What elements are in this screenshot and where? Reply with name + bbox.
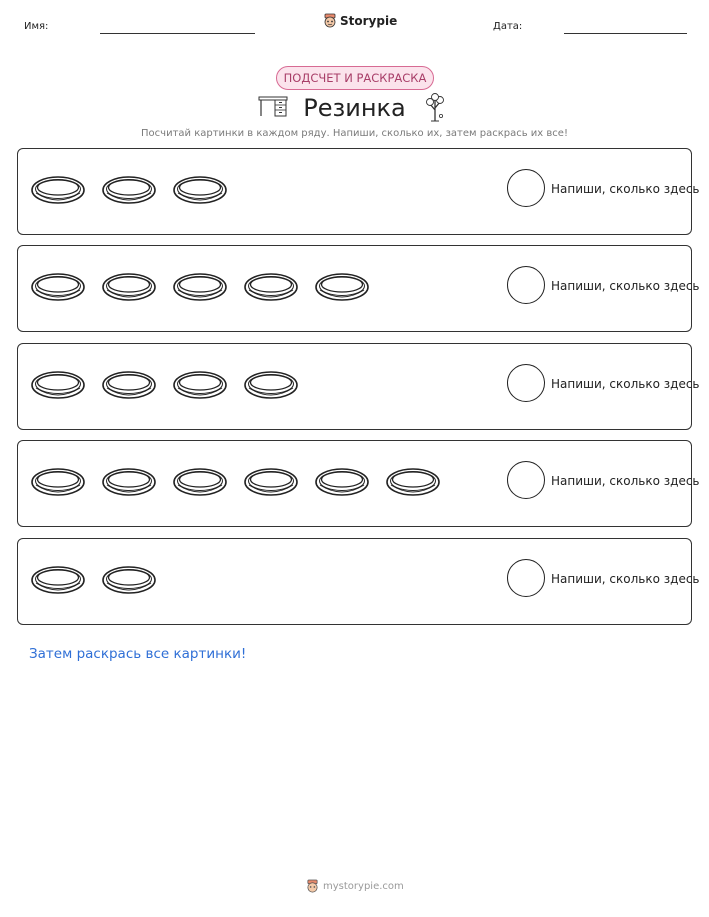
storypie-logo bbox=[323, 13, 397, 29]
answer-circle[interactable] bbox=[507, 266, 545, 304]
counting-row bbox=[17, 148, 700, 235]
rubber-band-icon[interactable] bbox=[243, 268, 299, 308]
rubber-band-icon[interactable] bbox=[243, 463, 299, 503]
counting-row bbox=[17, 343, 700, 430]
rubber-band-icon[interactable] bbox=[101, 366, 157, 406]
tree-icon bbox=[423, 92, 447, 122]
rubber-band-icon[interactable] bbox=[30, 366, 86, 406]
name-line[interactable] bbox=[100, 33, 255, 34]
rubber-band-icon[interactable] bbox=[385, 463, 441, 503]
answer-circle[interactable] bbox=[507, 364, 545, 402]
counting-row bbox=[17, 538, 700, 625]
storypie-mascot-icon bbox=[306, 879, 319, 894]
footer-site: mystorypie.com bbox=[323, 881, 404, 892]
rubber-band-icon[interactable] bbox=[314, 463, 370, 503]
logo-text: Storypie bbox=[340, 14, 398, 28]
rubber-band-icon[interactable] bbox=[172, 268, 228, 308]
footer-note: Затем раскрась все картинки! bbox=[29, 646, 247, 662]
rubber-band-icon[interactable] bbox=[172, 171, 228, 211]
name-label: Имя: bbox=[24, 21, 49, 32]
rubber-band-icon[interactable] bbox=[101, 561, 157, 601]
rubber-band-icon[interactable] bbox=[30, 268, 86, 308]
date-label: Дата: bbox=[493, 21, 523, 32]
storypie-mascot-icon bbox=[323, 13, 337, 29]
answer-circle[interactable] bbox=[507, 559, 545, 597]
page-title: Резинка bbox=[303, 94, 406, 122]
rubber-band-icon[interactable] bbox=[101, 268, 157, 308]
date-line[interactable] bbox=[564, 33, 687, 34]
rubber-band-icon[interactable] bbox=[30, 171, 86, 211]
instructions: Посчитай картинки в каждом ряду. Напиши, сколько их, затем раскрась их все! bbox=[141, 128, 568, 139]
answer-circle[interactable] bbox=[507, 461, 545, 499]
answer-label: Напиши, сколько здесь bbox=[551, 572, 700, 586]
counting-row bbox=[17, 440, 700, 527]
answer-label: Напиши, сколько здесь bbox=[551, 377, 700, 391]
answer-circle[interactable] bbox=[507, 169, 545, 207]
rubber-band-icon[interactable] bbox=[30, 463, 86, 503]
counting-row bbox=[17, 245, 700, 332]
answer-label: Напиши, сколько здесь bbox=[551, 182, 700, 196]
footer bbox=[306, 879, 404, 894]
rubber-band-icon[interactable] bbox=[101, 463, 157, 503]
rubber-band-icon[interactable] bbox=[30, 561, 86, 601]
rubber-band-icon[interactable] bbox=[243, 366, 299, 406]
answer-label: Напиши, сколько здесь bbox=[551, 474, 700, 488]
rubber-band-icon[interactable] bbox=[172, 366, 228, 406]
category-badge: ПОДСЧЕТ И РАСКРАСКА bbox=[276, 66, 434, 90]
rubber-band-icon[interactable] bbox=[314, 268, 370, 308]
rubber-band-icon[interactable] bbox=[172, 463, 228, 503]
answer-label: Напиши, сколько здесь bbox=[551, 279, 700, 293]
rubber-band-icon[interactable] bbox=[101, 171, 157, 211]
